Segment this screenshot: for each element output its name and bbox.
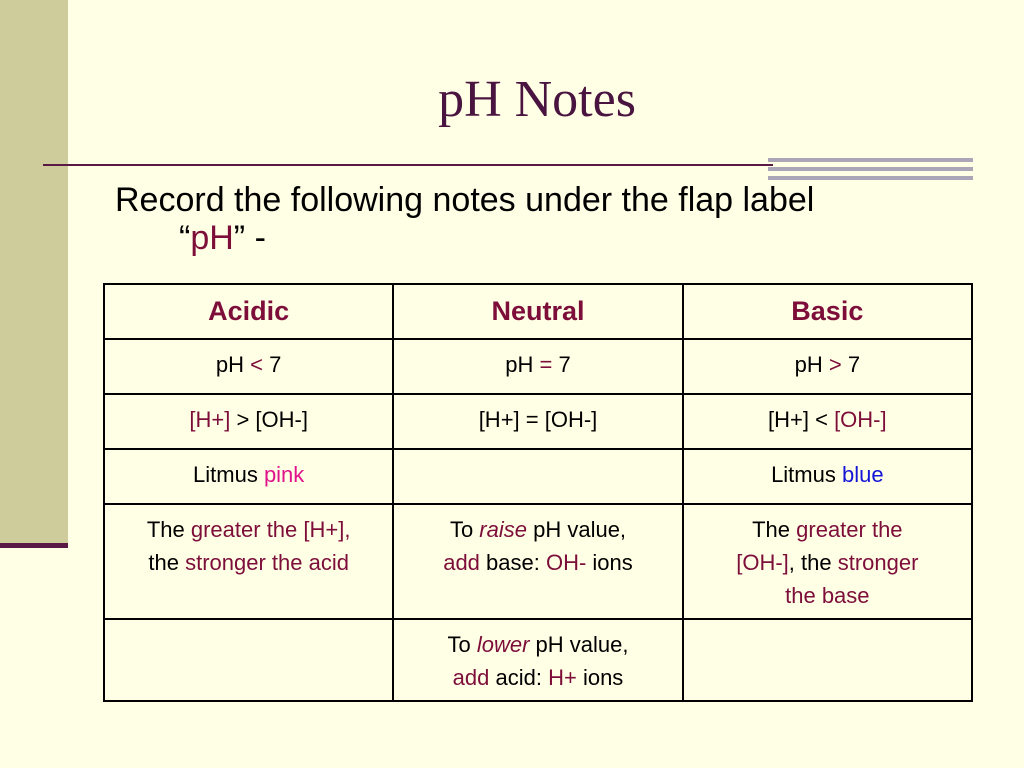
cell-basic-ions: [H+] < [OH-] xyxy=(683,394,972,449)
cell-acidic-litmus: Litmus pink xyxy=(104,449,393,504)
side-accent-bar xyxy=(0,543,68,548)
intro-line-2: “pH” - xyxy=(179,219,266,257)
header-neutral: Neutral xyxy=(393,284,682,339)
table-row xyxy=(104,449,972,504)
cell-basic-litmus: Litmus blue xyxy=(683,449,972,504)
flap-label: pH xyxy=(190,219,234,257)
cell-acidic-empty xyxy=(104,619,393,701)
cell-acidic-strength: The greater the [H+], the stronger the acid xyxy=(104,504,393,619)
ph-notes-table xyxy=(103,283,973,702)
cell-basic-strength: The greater the [OH-], the stronger the base xyxy=(683,504,972,619)
intro-text xyxy=(115,181,995,257)
header-basic: Basic xyxy=(683,284,972,339)
table-header-row xyxy=(104,284,972,339)
title-rule-grey-stripes xyxy=(768,158,973,180)
table-row xyxy=(104,394,972,449)
header-acidic: Acidic xyxy=(104,284,393,339)
cell-neutral-ions: [H+] = [OH-] xyxy=(393,394,682,449)
table-row xyxy=(104,619,972,701)
cell-neutral-lower: To lower pH value, add acid: H+ ions xyxy=(393,619,682,701)
cell-neutral-litmus xyxy=(393,449,682,504)
table-row xyxy=(104,339,972,394)
table-row xyxy=(104,504,972,619)
cell-acidic-ph: pH < 7 xyxy=(104,339,393,394)
slide-title: pH Notes xyxy=(438,71,636,128)
cell-basic-empty xyxy=(683,619,972,701)
title-rule xyxy=(43,164,773,166)
intro-line-1: Record the following notes under the flap label xyxy=(115,181,815,219)
cell-acidic-ions: [H+] > [OH-] xyxy=(104,394,393,449)
cell-neutral-raise: To raise pH value, add base: OH- ions xyxy=(393,504,682,619)
cell-basic-ph: pH > 7 xyxy=(683,339,972,394)
cell-neutral-ph: pH = 7 xyxy=(393,339,682,394)
